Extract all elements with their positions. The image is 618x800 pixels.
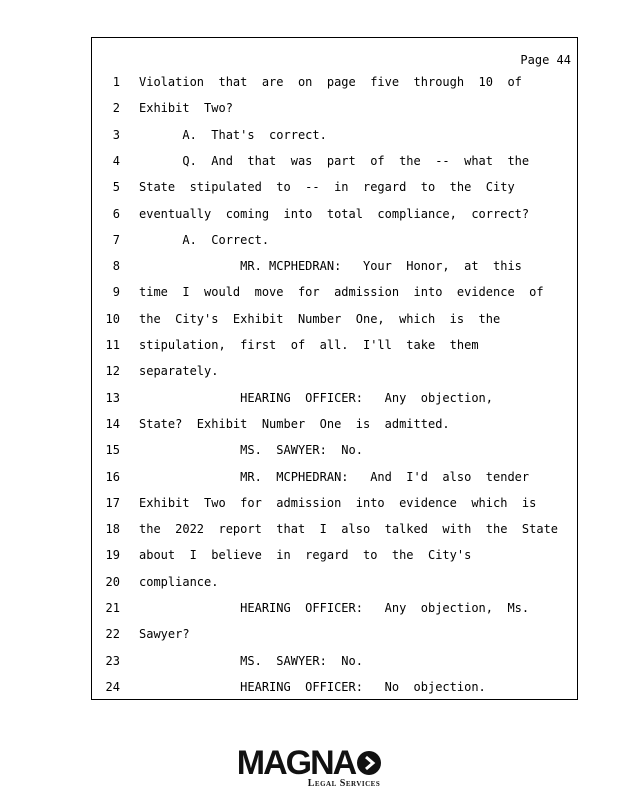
line-number: 10 (105, 311, 120, 326)
line-text: State stipulated to -- in regard to the City (139, 180, 515, 195)
transcript-line (92, 309, 577, 329)
magna-logo (0, 745, 618, 789)
line-text: eventually coming into total compliance, correct? (139, 206, 530, 221)
line-number: 15 (105, 443, 120, 458)
line-text: HEARING OFFICER: Any objection, Ms. (139, 601, 530, 615)
line-text: the 2022 report that I also talked with the State (139, 522, 559, 537)
line-number: 2 (112, 101, 120, 116)
transcript-line (92, 125, 577, 145)
line-number: 6 (112, 206, 120, 221)
line-number: 1 (112, 75, 120, 89)
transcript-line (92, 572, 577, 592)
line-number: 9 (112, 285, 120, 300)
line-text: HEARING OFFICER: Any objection, (139, 390, 494, 405)
transcript-line (92, 98, 577, 118)
transcript-page (91, 37, 578, 700)
transcript-line (92, 414, 577, 434)
line-number: 17 (105, 495, 120, 510)
line-number: 16 (105, 469, 120, 484)
line-text: State? Exhibit Number One is admitted. (139, 416, 450, 431)
transcript-line (92, 361, 577, 381)
line-text: A. That's correct. (139, 127, 327, 142)
line-text: MR. MCPHEDRAN: And I'd also tender (139, 469, 530, 484)
line-text: the City's Exhibit Number One, which is the (139, 311, 501, 326)
transcript-line (92, 651, 577, 671)
line-text: Exhibit Two for admission into evidence which is (139, 495, 537, 510)
line-number: 12 (105, 364, 120, 379)
line-text: MS. SAWYER: No. (139, 653, 363, 668)
transcript-line (92, 493, 577, 513)
transcript-line (92, 467, 577, 487)
logo-text: MAGNA (236, 744, 356, 782)
line-text: stipulation, first of all. I'll take them (139, 338, 479, 352)
line-number: 13 (105, 390, 120, 405)
transcript-line (92, 598, 577, 618)
line-number: 24 (105, 679, 120, 694)
transcript-line (92, 151, 577, 171)
transcript-line (92, 677, 577, 697)
line-number: 3 (112, 127, 120, 142)
transcript-line (92, 282, 577, 302)
transcript-line (92, 545, 577, 565)
transcript-line (92, 624, 577, 644)
arrow-circle-icon (357, 751, 381, 775)
line-text: compliance. (139, 574, 219, 589)
logo-wordmark (237, 745, 381, 781)
line-number: 8 (112, 259, 120, 274)
transcript-line (92, 72, 577, 92)
line-number: 21 (105, 601, 120, 615)
line-text: Sawyer? (139, 627, 190, 642)
line-number: 4 (112, 153, 120, 168)
transcript-line (92, 204, 577, 224)
line-text: separately. (139, 364, 219, 379)
line-text: MS. SAWYER: No. (139, 443, 363, 458)
line-text: time I would move for admission into evidence of (139, 285, 544, 300)
page-number: Page 44 (520, 53, 571, 67)
transcript-line (92, 440, 577, 460)
line-number: 22 (105, 627, 120, 642)
logo-subtitle: Legal Services (307, 778, 381, 789)
transcript-line (92, 256, 577, 276)
line-text: A. Correct. (139, 232, 270, 247)
line-number: 14 (105, 416, 120, 431)
transcript-line (92, 388, 577, 408)
line-text: Exhibit Two? (139, 101, 233, 116)
line-number: 18 (105, 522, 120, 537)
line-number: 23 (105, 653, 120, 668)
line-number: 19 (105, 548, 120, 563)
line-text: Violation that are on page five through 10 of (139, 75, 522, 89)
line-text: about I believe in regard to the City's (139, 548, 472, 563)
line-number: 7 (112, 232, 120, 247)
line-number: 5 (112, 180, 120, 195)
transcript-line (92, 177, 577, 197)
transcript-line (92, 230, 577, 250)
line-text: HEARING OFFICER: No objection. (139, 679, 486, 694)
transcript-line (92, 519, 577, 539)
line-text: MR. MCPHEDRAN: Your Honor, at this (139, 259, 522, 274)
line-number: 11 (105, 338, 120, 352)
line-number: 20 (105, 574, 120, 589)
line-text: Q. And that was part of the -- what the (139, 153, 530, 168)
transcript-line (92, 335, 577, 355)
